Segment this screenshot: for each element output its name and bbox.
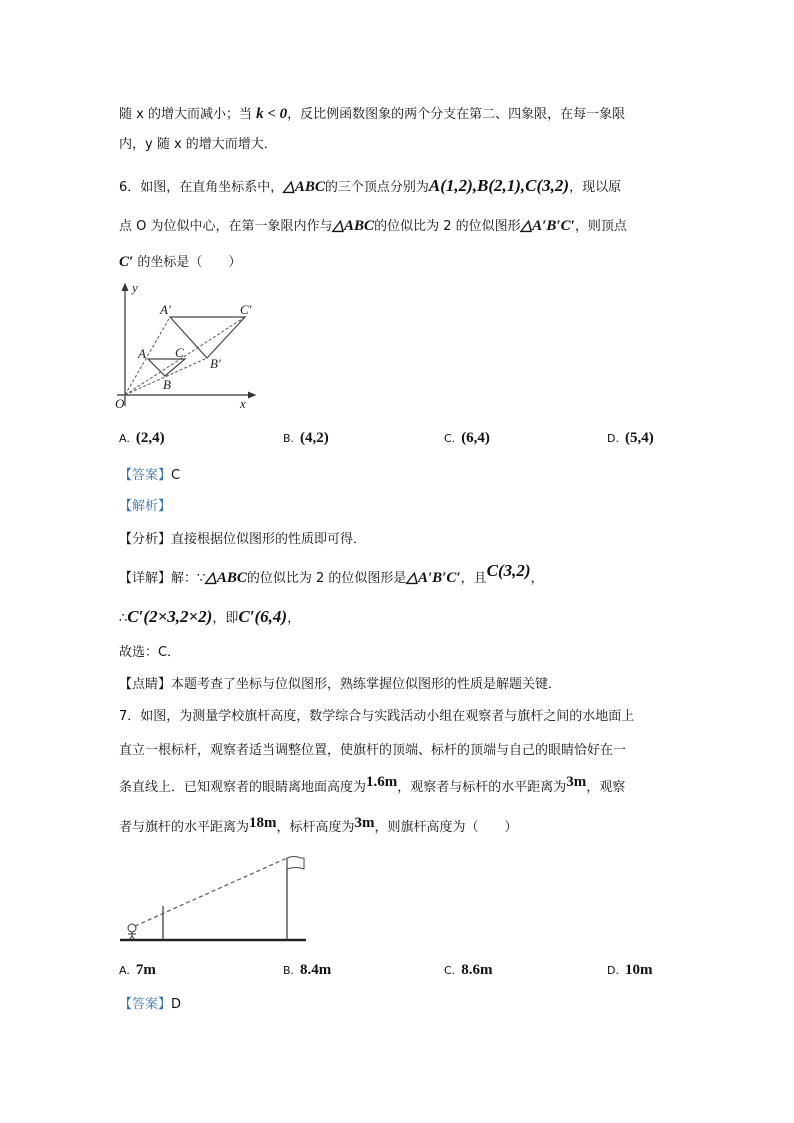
label-o: O — [115, 396, 125, 411]
q6-detail-line-1 — [119, 561, 544, 587]
q6-option-a[interactable] — [119, 430, 165, 447]
q7-flagpole-figure — [118, 848, 318, 948]
q7-line-3 — [119, 774, 626, 796]
option-value: (5,4) — [624, 430, 654, 446]
text: 的位似比为 2 的位似图形 — [374, 219, 521, 234]
q6-option-c[interactable] — [444, 430, 490, 447]
q7-option-a[interactable] — [119, 962, 156, 979]
q7-line-2: 直立一根标杆，观察者适当调整位置，使旗杆的顶端、标杆的顶端与自己的眼睛恰好在一 — [119, 743, 627, 758]
q6-answer — [119, 468, 180, 484]
text: ，反比例函数图象的两个分支在第二、四象限，在每一象限 — [287, 107, 626, 122]
math-points: A(1,2),B(2,1),C(3,2) — [428, 176, 570, 195]
math-c: C(3,2) — [486, 561, 531, 580]
text: 的位似比为 2 的位似图形是 — [246, 571, 407, 586]
q7-answer — [119, 997, 181, 1013]
answer-label: 【答案】 — [119, 468, 172, 483]
label-x: x — [240, 396, 246, 411]
text: ，现以原 — [569, 180, 622, 195]
label-c: C — [175, 345, 184, 360]
q7-option-b[interactable] — [283, 962, 331, 979]
observer-icon — [128, 924, 136, 940]
prev-line-2: 内，y 随 x 的增大而增大． — [119, 137, 277, 152]
label-a: A — [138, 346, 146, 361]
text: ，即 — [212, 611, 239, 626]
fenxi-text: 直接根据位似图形的性质即可得． — [171, 532, 367, 547]
option-value: 8.4m — [300, 962, 332, 978]
label-a-prime: A′ — [160, 302, 171, 317]
math-c-prime-result: C′(6,4) — [238, 607, 288, 626]
q6-line-2 — [119, 218, 627, 235]
q7-option-c[interactable] — [444, 962, 492, 979]
text: ，则顶点 — [574, 219, 627, 234]
text: ，则旗杆高度为（ ） — [374, 820, 518, 835]
label-b: B — [163, 377, 171, 392]
math-triangle: △ABC — [332, 218, 375, 234]
q7-line-1: 7．如图，为测量学校旗杆高度，数学综合与实践活动小组在观察者与旗杆之间的水地面上 — [119, 709, 635, 724]
text: ， — [287, 611, 301, 626]
option-letter: C. — [444, 964, 456, 977]
q6-dianjing — [119, 677, 561, 693]
option-letter: D. — [607, 432, 619, 445]
label-c-prime: C′ — [240, 302, 252, 317]
math-observer-flag-distance: 18m — [249, 815, 277, 831]
answer-value: C — [171, 468, 181, 483]
label-y: y — [132, 280, 138, 295]
option-value: 10m — [624, 962, 653, 978]
q6-detail-line-2 — [119, 609, 300, 627]
q6-option-b[interactable] — [283, 430, 329, 447]
answer-label: 【答案】 — [119, 997, 172, 1012]
math-triangle: △ABC — [283, 179, 325, 195]
math-c-prime-calc: C′(2×3,2×2) — [127, 607, 213, 626]
triangle-abc — [148, 359, 185, 376]
text: 者与旗杆的水平距离为 — [119, 820, 250, 835]
text: 解：∵ — [171, 571, 206, 586]
text: 的三个顶点分别为 — [324, 180, 429, 195]
option-value: (2,4) — [135, 430, 165, 446]
prev-line-1 — [119, 106, 625, 123]
answer-value: D — [171, 997, 182, 1012]
math-eye-height: 1.6m — [366, 774, 398, 790]
sight-line — [135, 858, 287, 926]
option-value: (4,2) — [300, 430, 329, 446]
option-letter: A. — [119, 964, 130, 977]
label-b-prime: B′ — [210, 356, 221, 371]
math-observer-pole-distance: 3m — [566, 774, 587, 790]
option-letter: D. — [607, 964, 619, 977]
q6-line-1 — [119, 178, 621, 196]
option-value: (6,4) — [461, 430, 490, 446]
option-letter: C. — [444, 432, 456, 445]
text: 条直线上．已知观察者的眼睛离地面高度为 — [119, 780, 367, 795]
option-letter: B. — [283, 432, 295, 445]
q6-fenxi — [119, 532, 366, 548]
math-triangle-prime: △A′B′C′ — [406, 570, 461, 586]
text: 点 O 为位似中心，在第一象限内作与 — [119, 219, 333, 234]
math-c-prime: C′ — [119, 254, 134, 270]
math-pole-height: 3m — [354, 815, 375, 831]
text: ，标杆高度为 — [276, 820, 355, 835]
text: 随 x 的增大而减小；当 — [119, 107, 252, 122]
q7-line-4 — [119, 815, 518, 836]
text: ， — [530, 571, 544, 586]
option-letter: B. — [283, 964, 295, 977]
dianjing-label: 【点睛】 — [119, 677, 172, 692]
q6-choose: 故选：C． — [119, 645, 181, 660]
q7-option-d[interactable] — [607, 962, 652, 979]
text: ∴ — [119, 611, 128, 626]
q6-analysis-label: 【解析】 — [119, 499, 172, 514]
q6-line-3 — [119, 254, 241, 271]
option-value: 8.6m — [461, 962, 493, 978]
option-value: 7m — [135, 962, 156, 978]
fenxi-label: 【分析】 — [119, 532, 172, 547]
q6-coordinate-figure — [115, 278, 265, 418]
text: ，观察 — [586, 780, 626, 795]
text: 的坐标是（ ） — [137, 255, 242, 270]
text: 6．如图，在直角坐标系中， — [119, 180, 284, 195]
option-letter: A. — [119, 432, 130, 445]
flag-icon — [287, 857, 304, 870]
math-triangle: △ABC — [205, 570, 247, 586]
q6-option-d[interactable] — [607, 430, 654, 447]
math-triangle-prime: △A′B′C′ — [520, 218, 575, 234]
math-k-lt-0: k < 0 — [256, 106, 288, 122]
dianjing-text: 本题考查了坐标与位似图形，熟练掌握位似图形的性质是解题关键． — [171, 677, 562, 692]
detail-label: 【详解】 — [119, 571, 172, 586]
text: ，观察者与标杆的水平距离为 — [397, 780, 567, 795]
text: ，且 — [460, 571, 487, 586]
